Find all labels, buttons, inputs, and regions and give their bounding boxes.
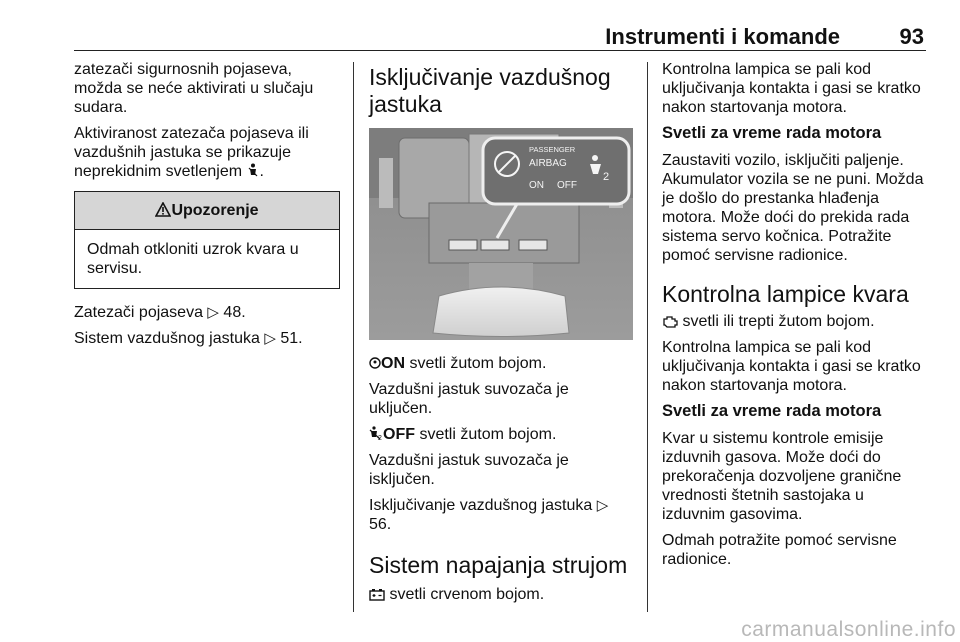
- cross-reference: Isključivanje vazdušnog jastuka ▷ 56.: [369, 497, 609, 533]
- airbag-off-icon: [369, 426, 383, 441]
- airbag-indicator-photo: [369, 128, 633, 340]
- cross-reference: Sistem vazdušnog jastuka ▷ 51.: [74, 330, 303, 347]
- subheading: Svetli za vreme rada motora: [662, 402, 882, 420]
- warning-triangle-icon: [155, 202, 171, 217]
- warning-title: Upozorenje: [171, 202, 259, 219]
- page-arrow-icon: ▷: [207, 304, 219, 321]
- section-heading: Sistem napajanja strujom: [369, 552, 628, 578]
- seatbelt-tensioner-icon: [247, 163, 260, 178]
- paragraph: ON svetli žutom bojom.: [369, 354, 633, 373]
- section-heading: Isključivanje vazdušnog jastuka: [369, 64, 611, 117]
- paragraph: Aktiviranost zatezača pojaseva ili vazdušnih jastuka se prikazuje neprekidnim svetlenjem .: [74, 125, 309, 180]
- engine-malfunction-icon: [662, 315, 678, 328]
- photo-label-on: ON: [529, 180, 544, 191]
- paragraph: Kvar u sistemu kontrole emisije izduvnih gasova. Može doći do prekoračenja dozvoljene granične vrednosti štetnih sastojaka u izduvnim gasovima.: [662, 430, 902, 523]
- paragraph: Vazdušni jastuk suvozača je uključen.: [369, 381, 569, 417]
- column-1: [74, 60, 340, 355]
- paragraph: Vazdušni jastuk suvozača je isključen.: [369, 452, 569, 488]
- photo-label-passenger: PASSENGER: [529, 145, 576, 154]
- battery-icon: [369, 588, 385, 601]
- photo-label-off: OFF: [557, 180, 577, 191]
- svg-text:2: 2: [378, 435, 382, 441]
- column-3: [662, 60, 930, 576]
- warning-header: [75, 192, 339, 230]
- watermark: carmanualsonline.info: [741, 618, 956, 641]
- paragraph: 2 OFF svetli žutom bojom.: [369, 425, 633, 444]
- page-arrow-icon: ▷: [596, 497, 609, 514]
- column-divider: [353, 62, 354, 612]
- paragraph: zatezači sigurnosnih pojaseva, možda se neće aktivirati u slučaju sudara.: [74, 61, 314, 116]
- paragraph: Zaustaviti vozilo, isključiti paljenje. Akumulator vozila se ne puni. Možda je došlo do prestanka hlađenja motora. Može doći do prekida rada sistema servo kočnica. Potražite pomoć servisne radionice.: [662, 152, 924, 264]
- cross-reference: Zatezači pojaseva ▷ 48.: [74, 304, 246, 321]
- column-divider: [647, 62, 648, 612]
- page-title: Instrumenti i komande: [605, 24, 840, 49]
- warning-body: Odmah otkloniti uzrok kvara u servisu.: [87, 241, 299, 277]
- photo-label-airbag: AIRBAG: [529, 158, 567, 169]
- column-2: [369, 60, 633, 611]
- paragraph: Kontrolna lampica se pali kod uključivanja kontakta i gasi se kratko nakon startovanja motora.: [662, 61, 921, 116]
- photo-label-num: 2: [603, 171, 610, 183]
- airbag-on-icon: [369, 356, 381, 370]
- paragraph: svetli ili trepti žutom bojom.: [662, 312, 930, 331]
- paragraph: svetli crvenom bojom.: [369, 585, 633, 604]
- page-arrow-icon: ▷: [264, 330, 276, 347]
- page-header: [74, 0, 926, 51]
- subheading: Svetli za vreme rada motora: [662, 124, 882, 142]
- paragraph: Odmah potražite pomoć servisne radionice.: [662, 532, 897, 568]
- page-number: 93: [899, 24, 924, 49]
- section-heading: Kontrolna lampice kvara: [662, 281, 909, 307]
- warning-box: [74, 191, 340, 289]
- paragraph: Kontrolna lampica se pali kod uključivanja kontakta i gasi se kratko nakon startovanja motora.: [662, 339, 921, 394]
